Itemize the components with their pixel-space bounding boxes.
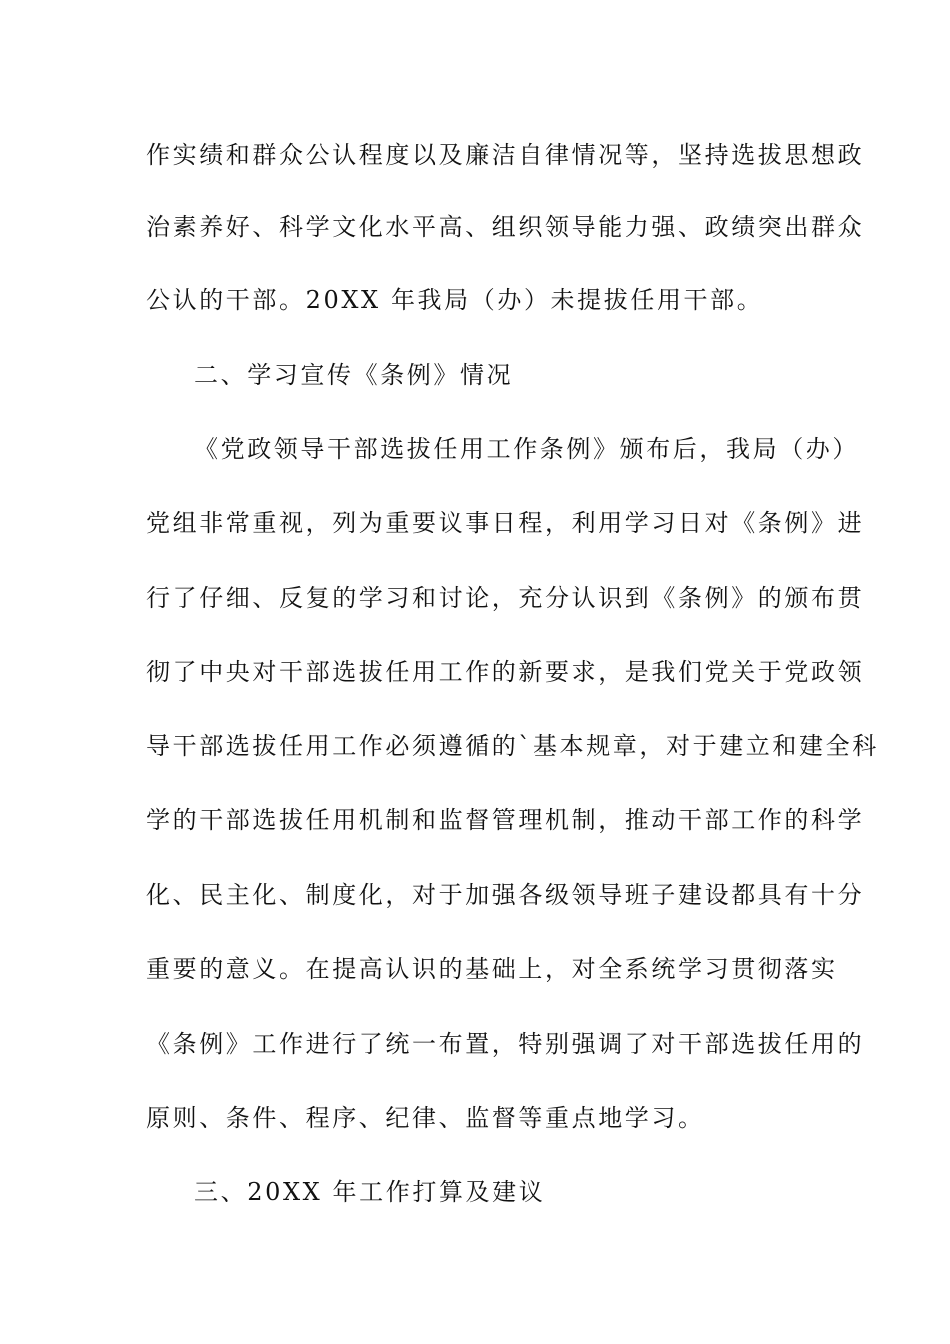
body-line-10: 学的干部选拔任用机制和监督管理机制，推动干部工作的科学	[146, 806, 865, 834]
body-line-9: 导干部选拔任用工作必须遵循的`基本规章，对于建立和建全科	[146, 732, 879, 760]
body-line-13: 《条例》工作进行了统一布置，特别强调了对干部选拔任用的	[146, 1030, 865, 1058]
body-line-7: 行了仔细、反复的学习和讨论，充分认识到《条例》的颁布贯	[146, 584, 865, 612]
body-line-2: 治素养好、科学文化水平高、组织领导能力强、政绩突出群众	[146, 213, 865, 241]
body-line-11: 化、民主化、制度化，对于加强各级领导班子建设都具有十分	[146, 881, 865, 909]
paragraph-first-line: 《党政领导干部选拔任用工作条例》颁布后，我局（办）	[194, 435, 859, 463]
body-line-14: 原则、条件、程序、纪律、监督等重点地学习。	[146, 1104, 705, 1132]
body-line-8: 彻了中央对干部选拔任用工作的新要求，是我们党关于党政领	[146, 658, 865, 686]
section-heading-2: 二、学习宣传《条例》情况	[194, 361, 514, 389]
section-heading-3: 三、20XX 年工作打算及建议	[194, 1178, 546, 1206]
body-line-12: 重要的意义。在提高认识的基础上，对全系统学习贯彻落实	[146, 955, 838, 983]
body-line-3: 公认的干部。20XX 年我局（办）未提拔任用干部。	[146, 286, 764, 314]
body-line-1: 作实绩和群众公认程度以及廉洁自律情况等，坚持选拔思想政	[146, 141, 865, 169]
body-line-6: 党组非常重视，列为重要议事日程，利用学习日对《条例》进	[146, 509, 865, 537]
